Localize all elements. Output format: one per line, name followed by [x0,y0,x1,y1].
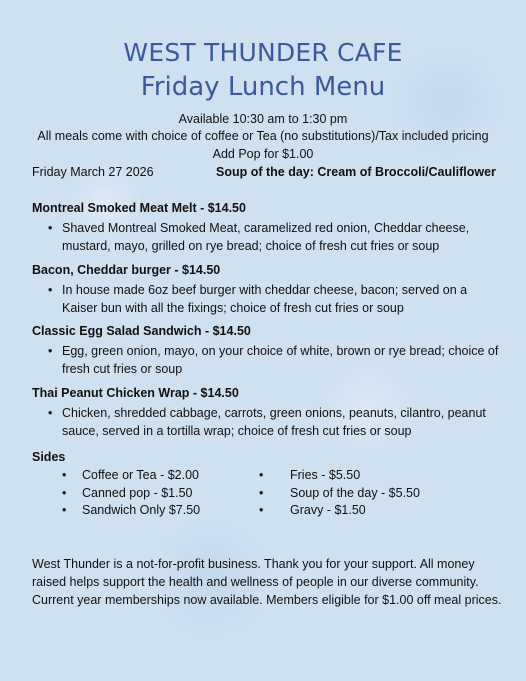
hours-text: Available 10:30 am to 1:30 pm [178,112,348,126]
menu-item-title: Classic Egg Salad Sandwich - $14.50 [32,324,251,338]
bullet-icon: • [48,344,53,358]
bullet-icon: • [259,468,264,482]
side-item: Soup of the day - $5.50 [290,486,420,500]
side-item: Sandwich Only $7.50 [82,503,201,517]
side-item: Fries - $5.50 [290,468,361,482]
bullet-icon: • [259,486,264,500]
bullet-icon: • [62,468,67,482]
bullet-icon: • [259,503,264,517]
side-item: Coffee or Tea - $2.00 [82,468,199,482]
side-item: Gravy - $1.50 [290,503,366,517]
menu-item [32,386,502,440]
menu-date: Friday March 27 2026 [32,165,154,179]
side-item: Canned pop - $1.50 [82,486,193,500]
bullet-icon: • [48,221,53,235]
menu-item-description [32,342,502,378]
footer-note: West Thunder is a not-for-profit business. Thank you for your support. All money raised helps support the health and wellness of people in our diverse community. Current year memberships now available. Members eligible for $1.00 off meal prices. [32,557,502,607]
menu-item-desc-text: Shaved Montreal Smoked Meat, caramelized red onion, Cheddar cheese, mustard, mayo, grilled on rye bread; choice of fresh cut fries or soup [62,221,470,253]
menu-item-desc-text: Chicken, shredded cabbage, carrots, green onions, peanuts, cilantro, peanut sauce, served in a tortilla wrap; choice of fresh cut fries or soup [62,406,486,438]
menu-item [32,324,502,378]
menu-item-desc-text: Egg, green onion, mayo, on your choice of white, brown or rye bread; choice of fresh cut fries or soup [62,344,499,376]
menu-item-desc-text: In house made 6oz beef burger with cheddar cheese, bacon; served on a Kaiser bun with all the fixings; choice of fresh cut fries or soup [62,283,468,315]
menu-item-description [32,404,502,440]
menu-item-description [32,219,502,255]
menu-subtitle: Friday Lunch Menu [140,72,386,102]
soup-of-the-day: Soup of the day: Cream of Broccoli/Cauliflower [216,165,496,179]
menu-item-title: Bacon, Cheddar burger - $14.50 [32,263,221,277]
sides-heading: Sides [32,450,66,464]
bullet-icon: • [62,486,67,500]
menu-item [32,263,502,317]
pop-addon: Add Pop for $1.00 [212,147,314,161]
bullet-icon: • [48,406,53,420]
cafe-title: WEST THUNDER CAFE [123,38,403,67]
meal-note: All meals come with choice of coffee or Tea (no substitutions)/Tax included pricing [37,129,489,143]
menu-item-title: Montreal Smoked Meat Melt - $14.50 [32,201,246,215]
menu-item-title: Thai Peanut Chicken Wrap - $14.50 [32,386,239,400]
menu-item [32,201,502,255]
bullet-icon: • [62,503,67,517]
menu-item-description [32,281,502,317]
bullet-icon: • [48,283,53,297]
